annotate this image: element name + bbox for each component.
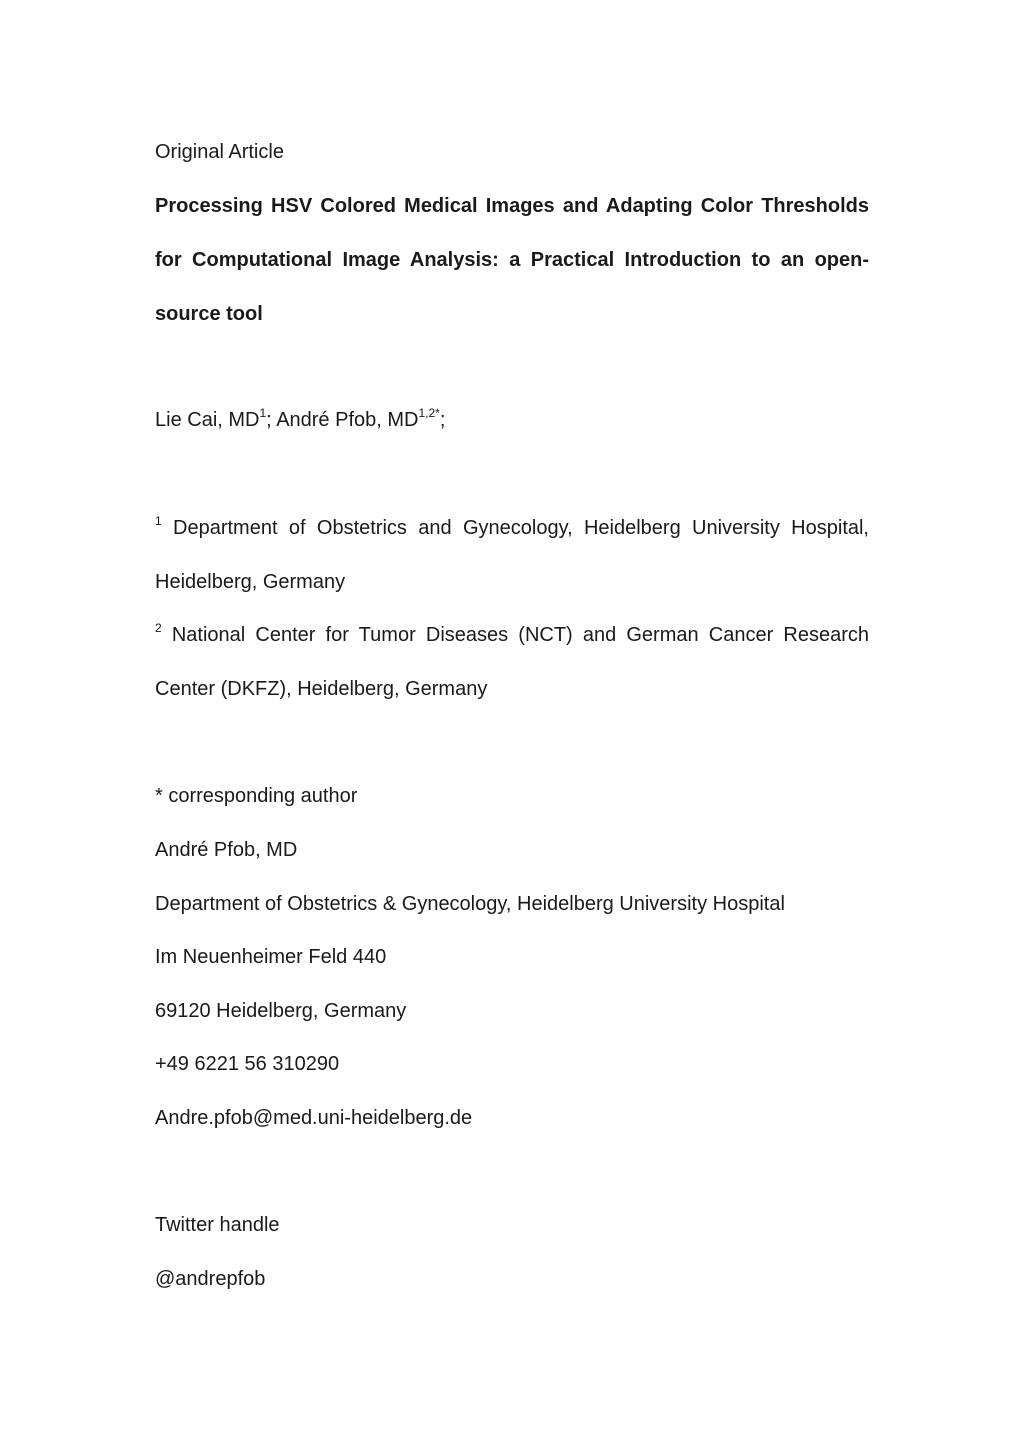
- title-line-3: source tool: [155, 303, 263, 325]
- affiliation-1-number: 1: [155, 514, 162, 529]
- twitter-label: Twitter handle: [155, 1214, 280, 1236]
- author-separator: ;: [266, 409, 277, 431]
- author-1-name: Lie Cai, MD: [155, 409, 260, 431]
- corresponding-author-name: André Pfob, MD: [155, 839, 298, 861]
- affiliation-1-line-2: Heidelberg, Germany: [155, 571, 346, 593]
- title-line-2: for Computational Image Analysis: a Practical Introduction to an open-: [155, 249, 869, 271]
- author-2-name: André Pfob, MD: [276, 409, 419, 431]
- affiliation-1-text: Department of Obstetrics and Gynecology, Heidelberg University Hospital,: [173, 517, 869, 539]
- corresponding-author-department: Department of Obstetrics & Gynecology, Heidelberg University Hospital: [155, 893, 785, 915]
- title-line-1: Processing HSV Colored Medical Images and Adapting Color Thresholds: [155, 195, 869, 217]
- author-list-end: ;: [439, 409, 446, 431]
- affiliation-1-line-1: [155, 516, 869, 540]
- article-type: Original Article: [155, 141, 284, 163]
- affiliation-2-number: 2: [155, 621, 162, 636]
- corresponding-author-label: * corresponding author: [155, 785, 358, 807]
- affiliation-2-text: National Center for Tumor Diseases (NCT) and German Cancer Research: [171, 624, 869, 646]
- affiliation-2-line-2: Center (DKFZ), Heidelberg, Germany: [155, 678, 488, 700]
- corresponding-author-phone: +49 6221 56 310290: [155, 1053, 340, 1075]
- corresponding-author-street: Im Neuenheimer Feld 440: [155, 946, 387, 968]
- author-list: [155, 408, 445, 432]
- corresponding-author-email: Andre.pfob@med.uni-heidelberg.de: [155, 1107, 473, 1129]
- author-1-affiliation: 1: [259, 406, 267, 421]
- twitter-handle: @andrepfob: [155, 1268, 266, 1290]
- author-2-affiliation: 1,2*: [418, 406, 440, 421]
- affiliation-2-line-1: [155, 623, 869, 647]
- corresponding-author-city: 69120 Heidelberg, Germany: [155, 1000, 407, 1022]
